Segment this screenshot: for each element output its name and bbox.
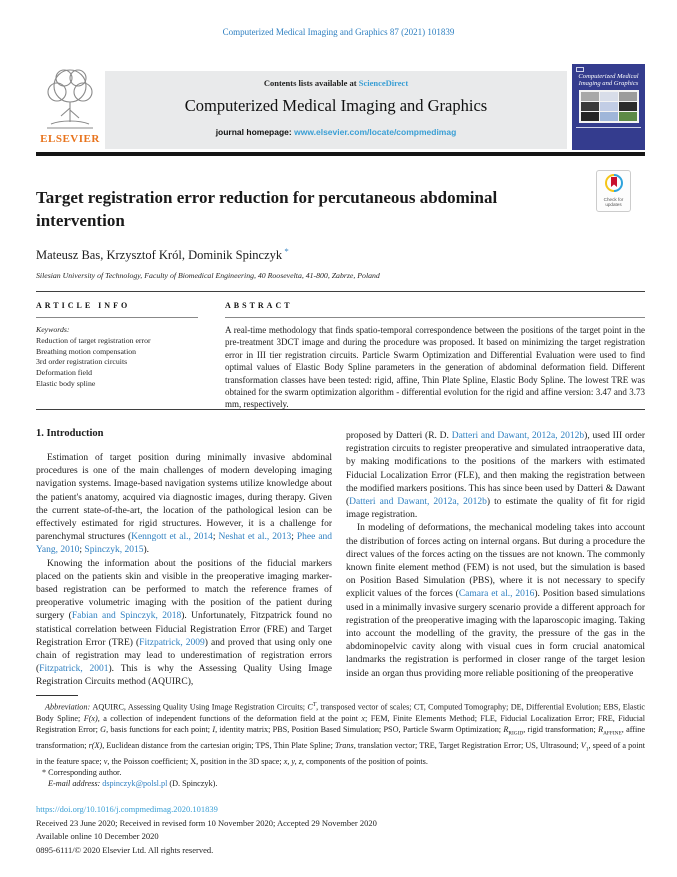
keyword-item: Breathing motion compensation	[36, 346, 137, 356]
text-segment: ). Position based simulations used in a minimally invasive surgery scenario provide a different approach for registration of the preoperative imaging with the laparoscopic imaging. Taking into account the modelling of the gravity, the pressure of the gas in the abdominopelvic cavity along with visual cues in form crucial anatomical landmarks the registration is performed in closer range of the target lesion inside an organ thus providing more reliable positioning of the preoperative	[346, 589, 645, 679]
article-info-heading: ARTICLE INFO	[36, 301, 131, 310]
inline-link[interactable]: Fitzpatrick, 2009	[139, 637, 205, 648]
text-segment: In modeling of deformations, the mechanical modeling takes into account the distribution of forces acting on internal organs. But during a procedure the direct values of the forces acting on the tissues are not known. The commonly known finite element method (FEM) is not used, but the simulation is based on Position Based Simulation (PBS), where it is not necessary to specify explicit values of the forces (	[346, 523, 645, 600]
homepage-url-link[interactable]: www.elsevier.com/locate/compmedimag	[294, 127, 457, 137]
keyword-item: Deformation field	[36, 368, 93, 378]
text-segment: T	[312, 702, 317, 708]
text-segment: Knowing the information about the positions of the fiducial markers placed on the patients skin and visible in the preoperative imaging marker-based registration can be performed to match the reference frames of preoperative volumetric imaging with the position of the patient during surgery (	[36, 558, 332, 622]
section-rule-bottom	[36, 409, 645, 410]
text-segment: AFFINE	[603, 730, 622, 737]
cover-thumb-image	[600, 92, 618, 101]
cover-thumb-image	[619, 92, 637, 101]
text-segment: ν	[103, 756, 108, 766]
journal-cover-thumbnail[interactable]	[572, 64, 645, 150]
banner-divider-bar	[36, 152, 645, 156]
text-segment: , the Poisson coefficient; X, position in the 3D space;	[107, 756, 284, 766]
text-segment: Krzysztof Król	[106, 248, 182, 263]
elsevier-logo	[36, 64, 104, 150]
check-badge-label-line2: updates	[605, 202, 622, 208]
journal-banner	[105, 71, 567, 149]
text-segment: G	[100, 725, 107, 735]
cover-publisher-mark	[576, 67, 584, 72]
text-segment: 1	[585, 746, 589, 753]
inline-link[interactable]: Datteri and Dawant, 2012a, 2012b	[451, 431, 585, 441]
text-segment: V	[580, 740, 586, 750]
body-column-right	[346, 430, 645, 681]
elsevier-wordmark: ELSEVIER	[40, 133, 100, 145]
text-segment: , rigid transformation;	[523, 725, 599, 735]
contents-prefix: Contents lists available at	[263, 78, 359, 88]
inline-link[interactable]: Kenngott et al., 2014	[131, 532, 213, 543]
elsevier-tree-icon	[39, 64, 101, 132]
received-dates: Received 23 June 2020; Received in revised form 10 November 2020; Accepted 29 November 2020	[36, 817, 377, 828]
abstract-text: A real-time methodology that finds spatio-temporal correspondence between the positions of the target point in the pre-treatment 3DCT image and during the procedure was proposed. It based on minimizing the target registration error in III tier registration circuits. Particle Swarm Optimization and Differential Evaluation were used to find optimal values of Elastic Body Spline parameters in the generation of abdominal deformation field. Different transformation classes have been tested: rigid, affine, Thin Plate Spline, Elastic Body Spline. The lowest TRE was obtained for the swarm optimization algorithm - differential evolution for the rigid and affine version: 3.47 and 3.73 mm, respectively.	[225, 325, 645, 410]
text-segment: , basis functions for each point;	[106, 725, 213, 735]
abstract-heading: ABSTRACT	[225, 301, 293, 310]
paragraph	[346, 522, 645, 680]
section-heading-introduction: 1. Introduction	[36, 428, 104, 439]
cover-thumb-image	[600, 112, 618, 121]
journal-title: Computerized Medical Imaging and Graphics	[184, 96, 488, 115]
cover-thumb-image	[619, 102, 637, 111]
inline-link[interactable]: Camara et al., 2016	[458, 589, 535, 600]
text-segment: , affine transformation;	[36, 725, 646, 750]
text-segment: AQUIRC, Assessing Quality Using Image Registration Circuits;	[92, 702, 308, 712]
text-segment: E-mail address:	[48, 779, 103, 789]
affiliation: Silesian University of Technology, Faculty of Biomedical Engineering, 40 Roosevelta, 41-800, Zabrze, Poland	[36, 271, 380, 280]
check-badge-label-line1: Check for	[603, 197, 624, 202]
text-segment: Abbreviation:	[45, 702, 93, 712]
cover-thumb-image	[600, 102, 618, 111]
keywords-block	[36, 325, 206, 390]
keyword-item: Reduction of target registration error	[36, 335, 151, 345]
authors-line	[36, 246, 596, 263]
text-segment: proposed by Datteri (R. D.	[346, 431, 452, 441]
check-updates-icon	[605, 174, 623, 192]
abbreviations-footnote	[36, 700, 645, 767]
inline-link[interactable]: Spinczyk, 2015	[84, 545, 144, 556]
text-segment: r(X)	[88, 740, 103, 750]
inline-link[interactable]: Datteri and Dawant, 2012a, 2012b	[349, 497, 487, 508]
text-segment: Trans	[335, 740, 354, 750]
text-segment: F(x)	[83, 713, 98, 723]
inline-link[interactable]: dspinczyk@polsl.pl	[102, 779, 168, 789]
text-segment: ). Unfortunately, Fitzpatrick found no statistical correlation between Fiducial Registration Error (FRE) and Target Registration Error (TRE) (	[36, 611, 333, 648]
body-column-left	[36, 452, 332, 690]
section-rule-top	[36, 291, 645, 292]
inline-link[interactable]: *	[282, 246, 289, 256]
inline-link[interactable]: Phee and Yang, 2010	[36, 532, 333, 556]
footnotes-block	[36, 700, 645, 789]
cover-footer-rule	[576, 127, 641, 129]
footnote-divider	[36, 695, 78, 696]
abstract-heading-rule	[225, 317, 645, 318]
text-segment: ;	[212, 532, 219, 543]
text-segment: , Euclidean distance from the cartesian origin; TPS, Thin Plate Spline;	[102, 740, 336, 750]
text-segment: Estimation of target position during minimally invasive abdominal procedures is one of the main challenges of modern developing imaging navigation systems. Image-based navigation systems utilize knowledge about the patient's anatomy, acquired via diagnostic images, during therapy. Given the current state-of-the-art, the location of the pathological lesion can be effectively estimated for rigid structures. However, it is a challenge for parenchymal structures (	[36, 453, 332, 543]
homepage-line	[105, 127, 567, 137]
keywords-label: Keywords:	[36, 325, 70, 334]
text-segment: , identity matrix; PBS, Position Based Simulation; PSO, Particle Swarm Optimization;	[215, 725, 504, 735]
text-segment: , speed of a point in the feature space;	[36, 740, 645, 766]
doi-link[interactable]: https://doi.org/10.1016/j.compmedimag.2020.101839	[36, 804, 218, 814]
text-segment: R	[598, 725, 604, 735]
text-segment: ) and proved that using only one chain of registration may lead to underestimation of registration errors (	[36, 637, 333, 675]
article-footer	[36, 803, 645, 857]
check-for-updates-badge[interactable]	[596, 170, 631, 212]
cover-thumb-image	[581, 102, 599, 111]
text-segment: (D. Spinczyk).	[167, 779, 218, 789]
text-segment: ). This is why the Assessing Quality Using Image Registration Circuits method (AQUIRC),	[36, 664, 332, 688]
email-note	[36, 778, 645, 789]
text-segment: ) to estimate the quality of fit for rigid image registration.	[346, 497, 645, 521]
contents-line	[105, 78, 567, 88]
text-segment: x	[361, 713, 366, 723]
text-segment: I	[212, 725, 216, 735]
cover-image-grid	[581, 92, 637, 121]
text-segment: ;	[79, 545, 85, 556]
text-segment: ).	[143, 545, 150, 556]
cover-thumb-image	[581, 112, 599, 121]
keyword-item: 3rd order registration circuits	[36, 357, 128, 367]
inline-link[interactable]: Fitzpatrick, 2001	[39, 664, 109, 675]
text-segment: , components of the position of points.	[301, 756, 428, 766]
text-segment: x, y, z	[283, 756, 302, 766]
cover-title: Computerized Medical Imaging and Graphics	[578, 73, 639, 88]
sciencedirect-link[interactable]: ScienceDirect	[358, 78, 409, 88]
cover-image-panel	[579, 90, 639, 123]
inline-link[interactable]: Neshat et al., 2013	[218, 532, 292, 543]
text-segment: , translation vector; TRE, Target Registration Error; US, Ultrasound;	[353, 740, 581, 750]
article-info-heading-rule	[36, 317, 198, 318]
text-segment: , transposed vector of scales; CT, Computed Tomography; DE, Differential Evolution; EBS, Elastic Body Spline;	[36, 702, 646, 723]
paragraph	[36, 452, 332, 558]
corresponding-author-note: * Corresponding author.	[42, 768, 122, 778]
paragraph	[36, 558, 332, 690]
text-segment: Mateusz Bas	[36, 248, 101, 263]
running-head-journal-ref: Computerized Medical Imaging and Graphics 87 (2021) 101839	[222, 27, 455, 37]
article-title: Target registration error reduction for percutaneous abdominal intervention	[36, 188, 498, 230]
text-segment: R	[503, 725, 509, 735]
text-segment: ;	[291, 532, 297, 543]
text-segment: ,	[100, 248, 107, 263]
text-segment: C	[307, 702, 313, 712]
issn-copyright: 0895-6111/© 2020 Elsevier Ltd. All rights reserved.	[36, 844, 214, 855]
available-online: Available online 10 December 2020	[36, 831, 159, 841]
paragraph	[346, 430, 645, 522]
text-segment: Dominik Spinczyk	[188, 248, 283, 263]
text-segment: ), used III order registration circuits to register preoperative and simulated intraoperative data, by making modifications to the positions of the markers with estimated Fiducial Localization Error (FLE), and then making the registration between the modified markers positions. This has since been used by Datteri & Dawant (	[346, 431, 645, 508]
text-segment: RIGID	[508, 730, 524, 737]
inline-link[interactable]: Fabian and Spinczyk, 2018	[71, 611, 182, 622]
homepage-label: journal homepage:	[215, 127, 295, 137]
text-segment: ; FEM, Finite Elements Method; FLE, Fiducial Localization Error; FRE, Fiducial Registration Error;	[36, 713, 645, 735]
text-segment: , a collection of independent functions of the deformation field at the point	[97, 713, 362, 723]
text-segment: ,	[181, 248, 189, 263]
cover-thumb-image	[581, 92, 599, 101]
cover-thumb-image	[619, 112, 637, 121]
keyword-item: Elastic body spline	[36, 378, 96, 388]
